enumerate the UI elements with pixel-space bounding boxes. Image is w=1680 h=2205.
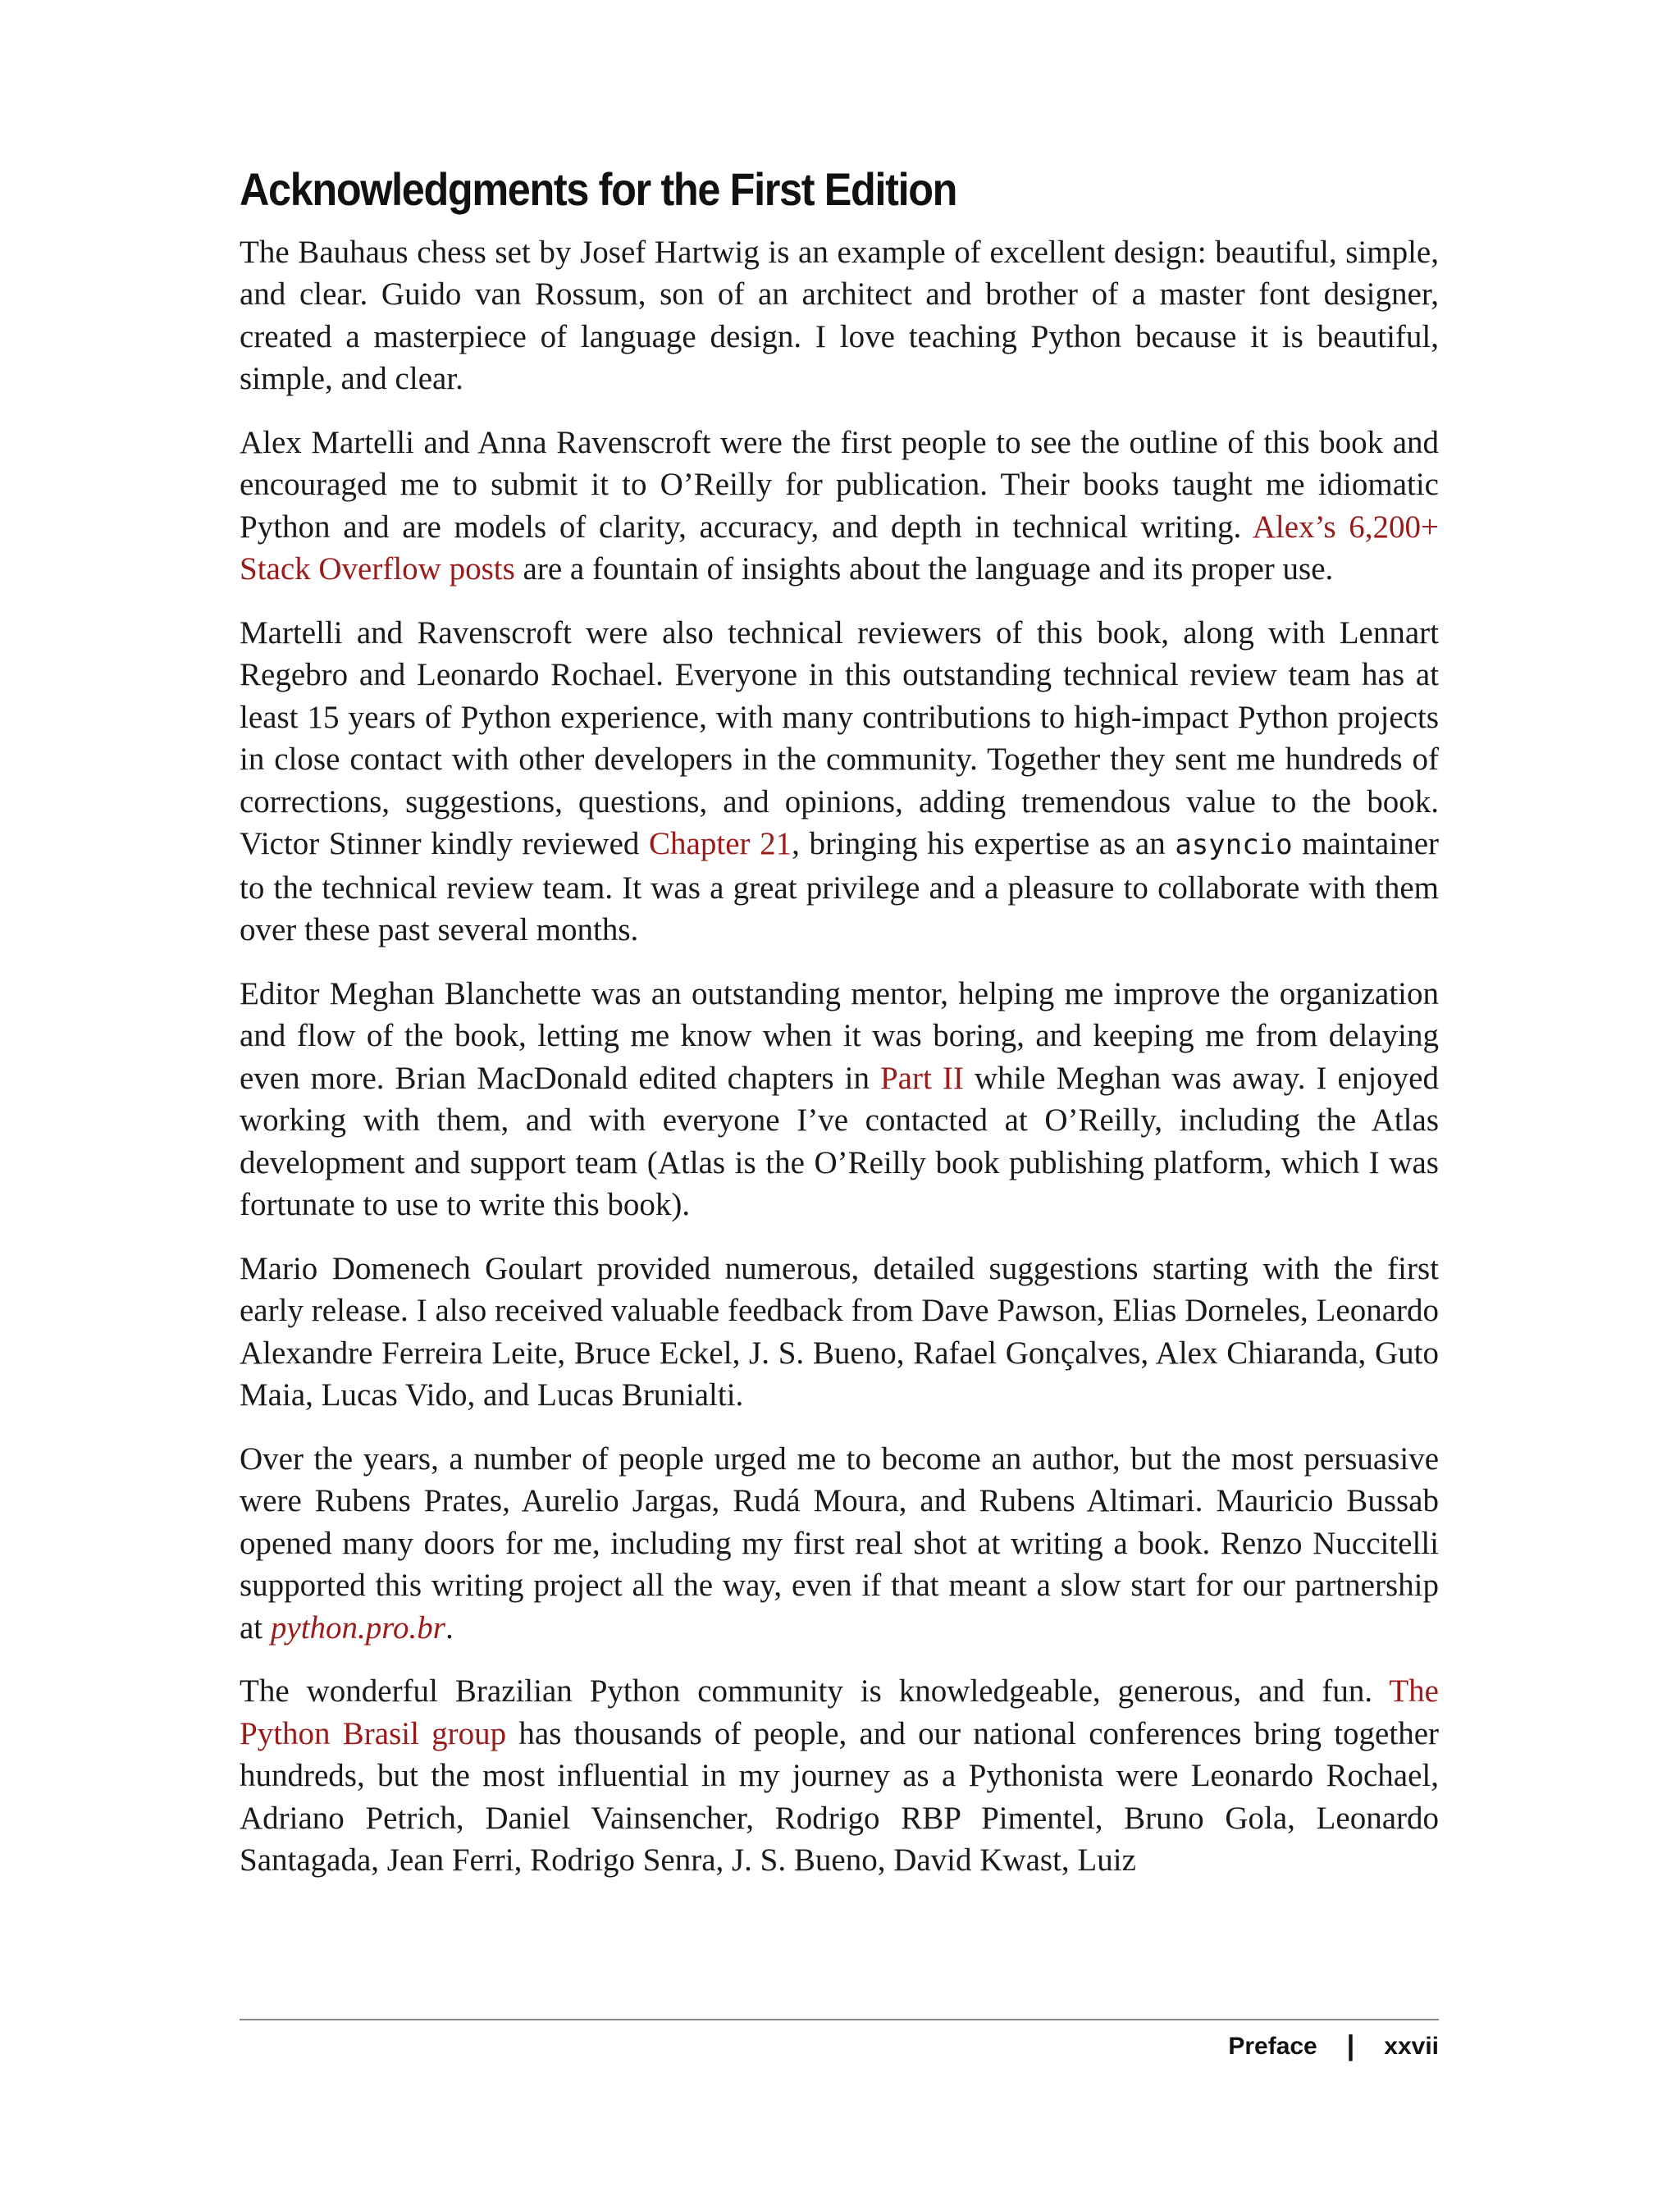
paragraph-2-text-after: are a fountain of insights about the language and its proper use. xyxy=(514,551,1334,587)
paragraph-6-text-before: Over the years, a number of people urged me to become an author, but the most persuasive were Rubens Prates, Aurelio Jargas, Rudá Moura, and Rubens Altimari. Mauricio Bussab opened many doors for me, including my first real shot at writing a book. Renzo Nuccitelli supported this writing project all the way, even if that meant a slow start for our partnership at xyxy=(240,1440,1439,1646)
paragraph-7 xyxy=(240,1670,1439,1882)
footer-divider xyxy=(240,2019,1439,2020)
python-brasil-group-link[interactable]: The Python Brasil group xyxy=(240,1673,1439,1751)
paragraph-3 xyxy=(240,612,1439,952)
section-heading: Acknowledgments for the First Edition xyxy=(240,163,957,215)
paragraph-3-text-before: Martelli and Ravenscroft were also technical reviewers of this book, along with Lennart Regebro and Leonardo Rochael. Everyone in this outstanding technical review team has at least 15 years of Python experience, with many contributions to high-impact Python projects in close contact with other developers in the community. Together they sent me hundreds of corrections, suggestions, questions, and opinions, adding tremendous value to the book. Victor Stinner kindly reviewed xyxy=(240,614,1439,862)
page-number: xxvii xyxy=(1384,2032,1439,2060)
paragraph-6 xyxy=(240,1438,1439,1650)
paragraph-5-text: Mario Domenech Goulart provided numerous, detailed suggestions starting with the first early release. I also received valuable feedback from Dave Pawson, Elias Dorneles, Leonardo Alexandre Ferreira Leite, Bruce Eckel, J. S. Bueno, Rafael Gonçalves, Alex Chiaranda, Guto Maia, Lucas Vido, and Lucas Brunialti. xyxy=(240,1250,1439,1413)
stack-overflow-posts-link[interactable]: Alex’s 6,200+ Stack Overflow posts xyxy=(240,509,1439,587)
paragraph-1 xyxy=(240,231,1439,400)
paragraph-4-text-before: Editor Meghan Blanchette was an outstanding mentor, helping me improve the organization and flow of the book, letting me know when it was boring, and keeping me from delaying even more. Brian MacDonald edited chapters in xyxy=(240,975,1439,1096)
paragraph-5 xyxy=(240,1248,1439,1417)
paragraph-3-text-middle: , bringing his expertise as an xyxy=(792,826,1176,862)
paragraph-2-text-before: Alex Martelli and Anna Ravenscroft were the first people to see the outline of this book and encouraged me to submit it to O’Reilly for publication. Their books taught me idiomatic Python and are models of clarity, accuracy, and depth in technical writing. xyxy=(240,424,1439,545)
paragraph-7-text-before: The wonderful Brazilian Python community is knowledgeable, generous, and fun. xyxy=(240,1673,1390,1710)
paragraph-1-text: The Bauhaus chess set by Josef Hartwig is an example of excellent design: beautiful, simple, and clear. Guido van Rossum, son of an architect and brother of a master font designer, created a masterpiece of language design. I love teaching Python because it is beautiful, simple, and clear. xyxy=(240,234,1439,397)
footer-section-label: Preface xyxy=(1228,2032,1317,2060)
python-pro-br-link[interactable]: python.pro.br xyxy=(270,1609,445,1646)
paragraph-4-text-after: while Meghan was away. I enjoyed working with them, and with everyone I’ve contacted at O’Reilly, including the Atlas development and support team (Atlas is the O’Reilly book publishing platform, which I was fortunate to use to write this book). xyxy=(240,1060,1439,1223)
asyncio-code: asyncio xyxy=(1175,829,1293,862)
paragraph-6-text-after: . xyxy=(445,1609,454,1646)
page-footer xyxy=(1228,2030,1439,2062)
paragraph-2 xyxy=(240,422,1439,591)
footer-separator: | xyxy=(1346,2030,1355,2061)
chapter-21-link[interactable]: Chapter 21 xyxy=(649,826,792,862)
paragraph-4 xyxy=(240,973,1439,1226)
page-body xyxy=(240,164,1439,1903)
paragraph-3-text-after: maintainer to the technical review team. It was a great privilege and a pleasure to collaborate with them over these past several months. xyxy=(240,826,1439,948)
paragraph-7-text-after: has thousands of people, and our national conferences bring together hundreds, but the most influential in my journey as a Pythonista were Leonardo Rochael, Adriano Petrich, Daniel Vainsencher, Rodrigo RBP Pimentel, Bruno Gola, Leonardo Santagada, Jean Ferri, Rodrigo Senra, J. S. Bueno, David Kwast, Luiz xyxy=(240,1715,1439,1879)
part-ii-link[interactable]: Part II xyxy=(879,1060,964,1096)
